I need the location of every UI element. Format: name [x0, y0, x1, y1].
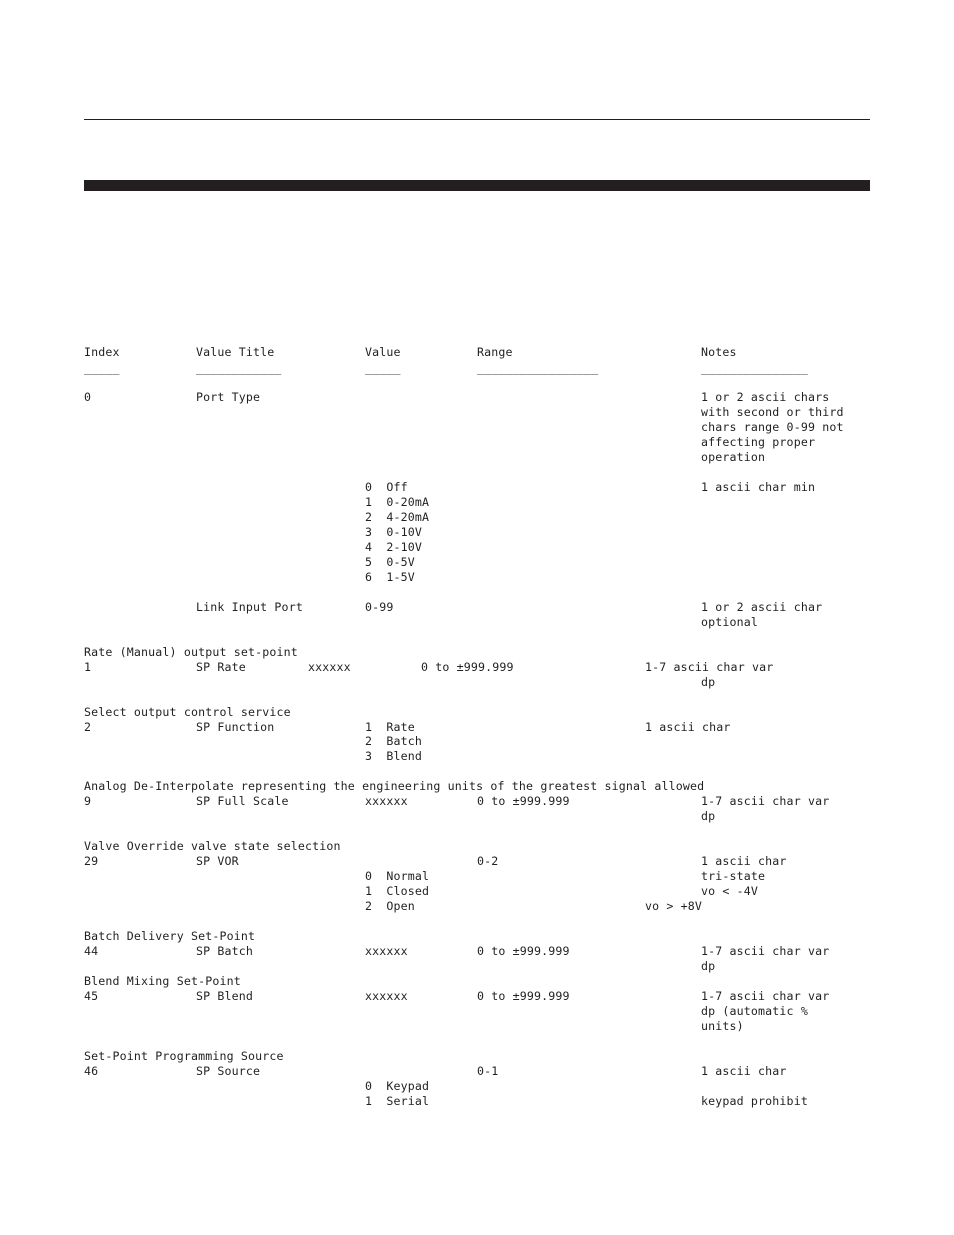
table-cell: SP Full Scale	[196, 794, 289, 808]
table-cell: 6 1-5V	[365, 570, 415, 584]
table-cell: 0 to ±999.999	[477, 794, 570, 808]
section-heading: Rate (Manual) output set-point	[84, 645, 298, 659]
table-cell: xxxxxx	[365, 794, 408, 808]
table-cell: 1	[84, 660, 92, 674]
table-cell: chars range 0-99 not	[701, 420, 844, 434]
table-cell: 1 or 2 ascii char	[701, 600, 823, 614]
table-cell: tri-state	[701, 869, 766, 883]
table-cell: 1 ascii char	[701, 854, 787, 868]
section-heading: Set-Point Programming Source	[84, 1049, 284, 1063]
table-cell: 1 Serial	[365, 1094, 430, 1108]
table-cell: 0-1	[477, 1064, 499, 1078]
table-cell: 45	[84, 989, 99, 1003]
table-cell: vo > +8V	[645, 899, 703, 913]
col-header-range: Range	[477, 345, 513, 359]
table-cell: 0 to ±999.999	[477, 944, 570, 958]
col-header-value-title: Value Title	[196, 345, 275, 359]
table-cell: 1-7 ascii char var	[701, 794, 830, 808]
table-cell: 0 Normal	[365, 869, 430, 883]
table-cell: 1-7 ascii char var	[701, 944, 830, 958]
section-heading: Valve Override valve state selection	[84, 839, 341, 853]
col-header-value: Value	[365, 345, 401, 359]
col-header-notes: Notes	[701, 345, 737, 359]
header-rule	[84, 119, 870, 120]
table-cell: SP Function	[196, 720, 275, 734]
table-cell: 1 Rate	[365, 720, 415, 734]
table-cell: 1 ascii char	[701, 1064, 787, 1078]
col-underline-value-title: ____________	[196, 361, 282, 375]
table-cell: 1 0-20mA	[365, 495, 430, 509]
table-cell: 0-2	[477, 854, 499, 868]
table-cell: 0 Keypad	[365, 1079, 430, 1093]
table-cell: 0-99	[365, 600, 394, 614]
table-cell: Link Input Port	[196, 600, 303, 614]
table-cell: 4 2-10V	[365, 540, 423, 554]
table-cell: 0 to ±999.999	[421, 660, 514, 674]
col-header-index: Index	[84, 345, 120, 359]
section-bar	[84, 180, 870, 191]
col-underline-notes: _______________	[701, 361, 808, 375]
table-cell: 2 Batch	[365, 734, 423, 748]
section-heading: Blend Mixing Set-Point	[84, 974, 241, 988]
table-cell: 1 ascii char min	[701, 480, 816, 494]
table-cell: 2 4-20mA	[365, 510, 430, 524]
table-cell: xxxxxx	[365, 989, 408, 1003]
table-cell: 3 Blend	[365, 749, 423, 763]
table-cell: 1 ascii char	[645, 720, 731, 734]
table-cell: vo < -4V	[701, 884, 759, 898]
table-cell: 0 to ±999.999	[477, 989, 570, 1003]
table-cell: with second or third	[701, 405, 844, 419]
section-heading: Analog De-Interpolate representing the engineering units of the greatest signal allowed	[84, 779, 705, 793]
table-cell: SP VOR	[196, 854, 239, 868]
table-cell: 29	[84, 854, 99, 868]
table-cell: dp (automatic %	[701, 1004, 808, 1018]
table-cell: SP Blend	[196, 989, 254, 1003]
table-cell: keypad prohibit	[701, 1094, 808, 1108]
section-heading: Select output control service	[84, 705, 291, 719]
table-cell: units)	[701, 1019, 744, 1033]
col-underline-index: _____	[84, 361, 120, 375]
table-cell: 3 0-10V	[365, 525, 423, 539]
table-cell: 1-7 ascii char var	[701, 989, 830, 1003]
table-cell: SP Rate	[196, 660, 246, 674]
table-cell: dp	[701, 959, 716, 973]
table-cell: 5 0-5V	[365, 555, 415, 569]
table-cell: 46	[84, 1064, 99, 1078]
table-cell: dp	[701, 675, 716, 689]
table-cell: 1 or 2 ascii chars	[701, 390, 830, 404]
table-cell: 2 Open	[365, 899, 415, 913]
table-cell: Port Type	[196, 390, 261, 404]
table-cell: SP Source	[196, 1064, 261, 1078]
table-cell: 1-7 ascii char var	[645, 660, 774, 674]
table-cell: 1 Closed	[365, 884, 430, 898]
col-underline-value: _____	[365, 361, 401, 375]
table-cell: 9	[84, 794, 92, 808]
table-cell: affecting proper	[701, 435, 816, 449]
table-cell: optional	[701, 615, 759, 629]
table-cell: xxxxxx	[308, 660, 351, 674]
table-cell: SP Batch	[196, 944, 254, 958]
table-cell: 0	[84, 390, 92, 404]
table-cell: xxxxxx	[365, 944, 408, 958]
table-cell: operation	[701, 450, 766, 464]
table-cell: 44	[84, 944, 99, 958]
table-cell: dp	[701, 809, 716, 823]
col-underline-range: _________________	[477, 361, 599, 375]
section-heading: Batch Delivery Set-Point	[84, 929, 256, 943]
table-cell: 2	[84, 720, 92, 734]
table-cell: 0 Off	[365, 480, 408, 494]
